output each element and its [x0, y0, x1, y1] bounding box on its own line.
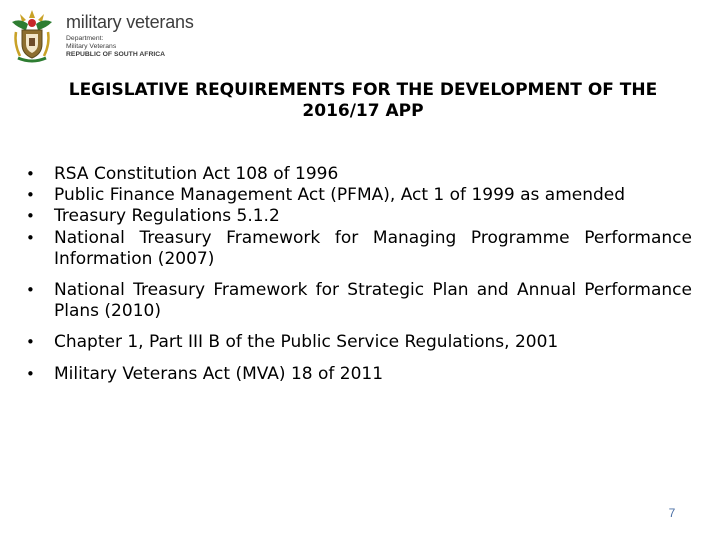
list-item-text: Treasury Regulations 5.1.2 — [54, 206, 280, 227]
list-item — [22, 164, 692, 185]
list-item-text: National Treasury Framework for Strategic Plan and Annual Performance Plans (2010) — [54, 280, 692, 322]
list-item — [22, 332, 692, 353]
list-item-text: RSA Constitution Act 108 of 1996 — [54, 164, 339, 184]
requirements-list — [22, 164, 692, 385]
list-item — [22, 364, 692, 385]
bullet: • — [26, 228, 35, 247]
title-line-2: 2016/17 APP — [302, 101, 424, 121]
brand-name: military veterans — [66, 12, 194, 32]
dept-line-3: REPUBLIC OF SOUTH AFRICA — [66, 51, 166, 59]
slide-title — [20, 80, 706, 122]
page-number: 7 — [668, 506, 676, 520]
coat-of-arms-icon — [6, 4, 58, 66]
list-item-text: National Treasury Framework for Managing Programme Performance Information (2007) — [54, 227, 692, 269]
list-item — [22, 206, 692, 227]
bullet: • — [26, 165, 35, 183]
department-lines — [66, 35, 165, 60]
bullet: • — [26, 333, 35, 352]
list-item — [22, 280, 692, 322]
title-line-1: LEGISLATIVE REQUIREMENTS FOR THE DEVELOPMENT OF THE — [68, 80, 658, 100]
list-item-text: Military Veterans Act (MVA) 18 of 2011 — [54, 363, 384, 384]
bullet: • — [26, 364, 35, 383]
bullet: • — [26, 207, 35, 226]
list-item-text: Chapter 1, Part III B of the Public Service Regulations, 2001 — [54, 332, 559, 353]
list-item-text: Public Finance Management Act (PFMA), Act 1 of 1999 as amended — [54, 185, 626, 206]
list-item — [22, 185, 692, 206]
bullet: • — [26, 186, 35, 205]
dept-line-1: Department: — [66, 35, 104, 42]
list-item — [22, 228, 692, 270]
bullet: • — [26, 281, 35, 300]
header-logo — [6, 4, 206, 68]
dept-line-2: Military Veterans — [66, 43, 117, 51]
